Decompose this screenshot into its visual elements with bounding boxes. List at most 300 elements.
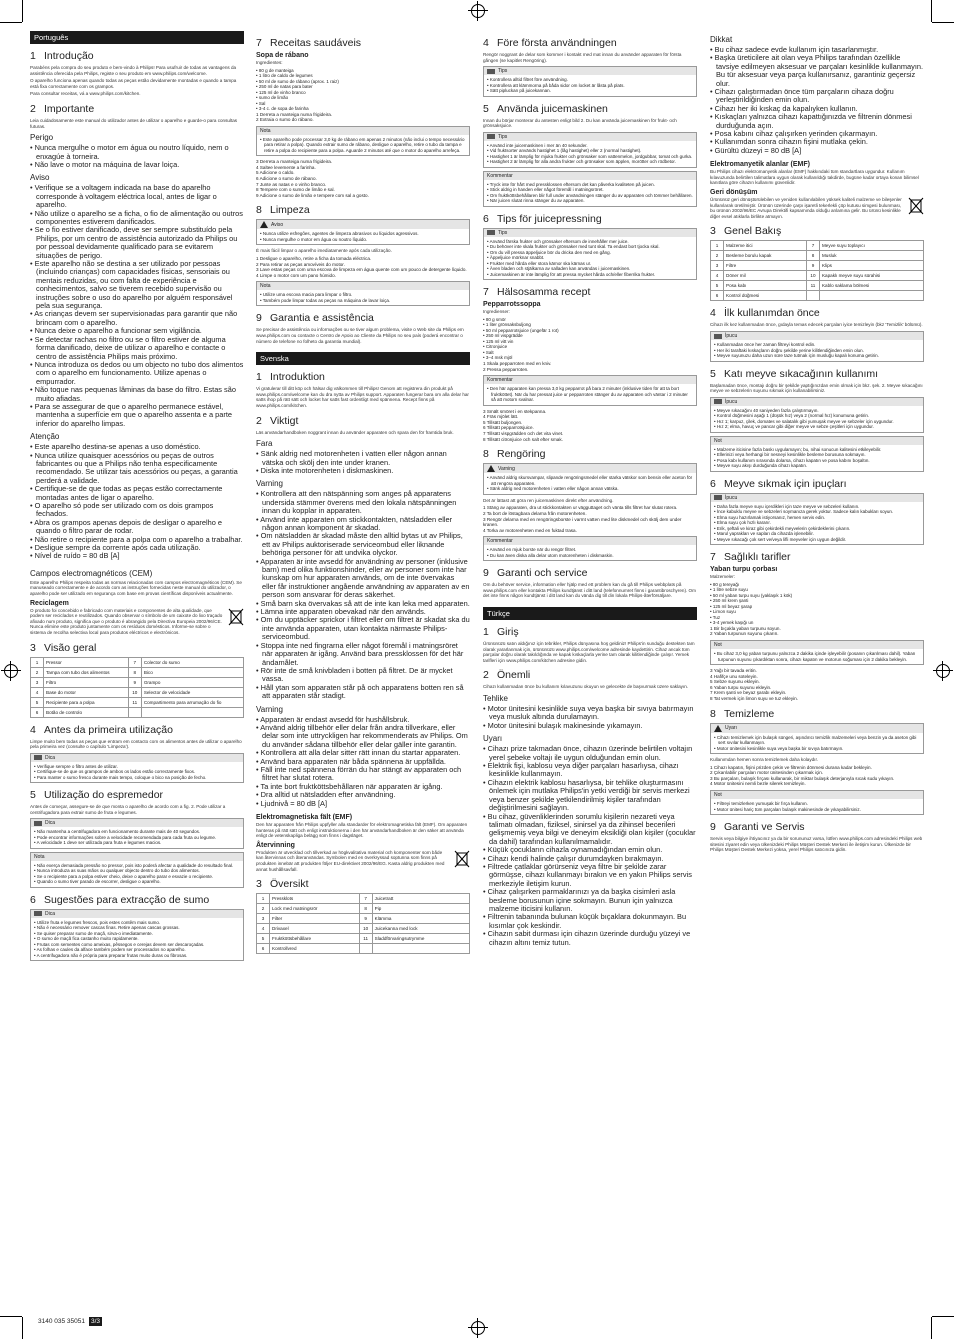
section-heading: 5 Katı meyve sıkacağının kullanımı [710, 367, 879, 380]
list-item: • Verifique se a voltagem indicada na base do aparelho corresponde à voltagem eléctrica local, antes de ligar o aparelho. [30, 184, 244, 209]
part-name: Meyve suyu toplayıcı [819, 241, 923, 251]
list-item: • Meyve suyu akışı durduğunda cihazı kapatın. [714, 463, 920, 469]
subheading-warning: Aviso [30, 173, 50, 183]
list-item: • Motor ünitesini bulaşık makinesinde yıkamayın. [483, 722, 697, 730]
section-heading: 3 Visão geral [30, 641, 97, 654]
list-item: • Ta inte bort fruktköttsbehållaren när apparaten är igång. [256, 783, 470, 791]
ingredient-list [710, 582, 924, 626]
registration-mark-right [936, 664, 950, 678]
list-item: • Este aparelho destina-se apenas a uso doméstico. [30, 443, 244, 451]
list-item: • Äppeljuice mörknar snabbt. [487, 255, 693, 261]
column-portuguese [30, 31, 244, 1295]
paragraph: Den här apparaten från Philips uppfyller alla standarder för elektromagnetiska fält (EMF). Om apparaten hanteras på rätt sätt och enligt instruktionerna i den här användarhandboken är den säker att använda enligt de vetenskapliga belägg som finns i dagsläget. [256, 822, 468, 839]
list-item: • Başka üreticilere ait olan veya Philips tarafından özellikle tavsiye edilmeyen aksesuar ve parçaları kesinlikle kullanmayın. Bu tür aksesuar veya parça kullanırsanız, garantiniz geçersiz olur. [710, 54, 924, 88]
list-item: • Håll ytan som apparaten står på och apparatens botten ren så att apparaten står stadigt. [256, 684, 470, 701]
list-item: • 50 ml de sumo de rábano (aprox. 1 raiz) [256, 79, 470, 85]
part-number: 2 [711, 251, 724, 261]
list-item: • Använd inte juicemaskinen i mer än 40 sekunder. [487, 143, 693, 149]
registration-mark-bottom [471, 1321, 485, 1335]
table-row [31, 667, 244, 677]
note-box: Nota • Este aparelho pode processar 3,0 kg de rábano em apenas 2 minutos (não inclui o tempo necessário para retirar a polpa). Quando extrair sumo de rábano, desligue o aparelho, retire o tubo da tampa e retire a polpa do recipiente para a polpa. Aguarde 2 minutos até que o motor do aparelho arrefeça. [256, 126, 470, 157]
step-list [483, 409, 697, 443]
tip-icon [34, 911, 42, 916]
list-item: • 125 ml beyaz şarap [710, 604, 924, 610]
list-item: • Cihazı çalıştırmadan önce tüm parçaların cihaza doğru yerleştirildiğinden emin olun. [710, 88, 924, 105]
list-item: • Erik, şeftali ve kiraz gibi çekirdekli meyvelerin çekirdeklerini çıkarın. [714, 526, 920, 532]
list-item: • Citronjuice [483, 344, 697, 350]
section-heading: 5 Utilização do espremedor [30, 789, 164, 802]
step-list [483, 361, 697, 372]
part-number: 10 [359, 924, 372, 934]
part-number: 9 [128, 677, 141, 687]
list-item: • Frutas com sementes como ameixas, pêssegos e cerejas devem ser descaroçadas. [34, 942, 240, 948]
paragraph: Cihazı ilk kez kullanmadan önce, gıdayla temas edecek parçaları iyice temizleyin (bkz 'Temizlik' bölümü). [710, 322, 923, 328]
note-box: Kommentar • Använd en mjuk borste när du rengör filtret. • Du kan även diska alla delar utom motorenheten i diskmaskin. [483, 536, 697, 561]
warning-box: Aviso • Nunca utilize esfregões, agentes de limpeza abrasivos ou líquidos agressivos. • Nunca mergulhe o motor em água ou noutro líquido. [256, 219, 470, 245]
list-item: • A centrifugadora não é própria para preparar frutas muito duras ou fibrosas. [34, 953, 240, 959]
list-item: 1 Cihazı kapatın, fişini prizden çekin ve filtrenin dönmesi durana kadar bekleyin. [710, 764, 872, 770]
list-item: • İnce kabuklu meyve ve sebzeleri soymanıza gerek yoktur. Sadece kalın kabukları soyun. [714, 509, 920, 515]
list-item: • 3-4 yemek kaşığı un [710, 620, 924, 626]
table-row [31, 687, 244, 697]
list-item: • Juicemaskinen är inte lämplig för att pressa mycket hårda och/eller fiberrika frukter. [487, 272, 693, 278]
list-item: • Se detectar rachas no filtro ou se o filtro estiver de alguma forma danificado, deixe de utilizar o aparelho e contacte o centro de assistência Philips mais próximo. [30, 336, 244, 361]
list-item: • Her iki taraftaki kıskaçların doğru şekilde yerine kilitlendiğinden emin olun. [714, 348, 920, 354]
list-item: • Este aparelho pode processar 3,0 kg de rábano em apenas 2 minutos (não inclui o tempo necessário para retirar a polpa). Quando extrair sumo de rábano, desligue o aparelho, retire o tubo da tampa e retire a polpa do recipiente para a polpa. Aguarde 2 minutos até que o motor do aparelho arrefeça. [260, 137, 466, 154]
list-item: • 1 litro de caldo de legumes [256, 73, 470, 79]
table-row [711, 291, 924, 301]
part-name: Compartimento para arrumação do fio [141, 697, 243, 707]
language-header-tr: Türkçe [483, 607, 697, 620]
crop-mark-tr-v [931, 0, 932, 22]
paragraph: O aparelho funciona apenas quando todas as peças estão devidamente montadas e quando a tampa está fixa correctamente com os grampos. [30, 78, 237, 89]
crop-mark-br [932, 1316, 954, 1317]
list-item: 1 Bir bıçakla yaban turpunu soyun. [710, 625, 781, 631]
step-list [256, 112, 470, 123]
bullet-list [30, 144, 244, 169]
list-item: • Bu cihaz, güvenliklerinden sorumlu kişilerin nezareti veya talimatı olmadan, fiziksel, sinirsel ya da zihinsel becerileri gelişmemiş veya bilgi ve deneyim eksikliği olan kişiler (çocuklar da dahil) tarafından kullanılmamalıdır. [483, 813, 697, 847]
list-item: • 250 ml de natas para bater [256, 84, 470, 90]
part-number [359, 944, 372, 954]
language-header-sv: Svenska [256, 352, 470, 365]
list-item: • Filtreyi temizlerken yumuşak bir fırça kullanın. [714, 801, 920, 807]
crop-mark-bl [0, 1316, 22, 1317]
list-item: • Du kan även diska alla delar utom motorenheten i diskmaskin. [487, 553, 693, 559]
paragraph: Läs användarhandboken noggrant innan du använder apparaten och spara den för framtida bruk. [256, 429, 454, 435]
section-heading: 7 Receitas saudáveis [256, 37, 362, 49]
column-2 [256, 31, 470, 1295]
warning-box: Uyarı • Cihazı temizlemek için bulaşık süngeri, aşındırıcı temizlik malzemeleri veya benzin ya da aseton gibi sert sıvılar kullanmayın. • Motor ünitesini kesinlikle suya veya başka bir sıvıya batırmayın. [710, 723, 924, 755]
section-heading: 6 Meyve sıkmak için ipuçları [710, 477, 847, 490]
list-item: • 80 g tereyağı [710, 582, 924, 588]
bullet-list [30, 443, 244, 561]
section-heading: 2 Importante [30, 102, 95, 115]
list-item: • Hız 2; elma, havuç ve pancar gibi diğer meyve ve sebze çeşitleri için uygundur. [714, 424, 920, 430]
part-name: Juicekanna med lock [372, 924, 469, 934]
list-item: 4 Hafifçe unu soteleyin. [710, 673, 758, 679]
part-name: Klämma [372, 914, 469, 924]
part-number: 7 [359, 894, 372, 904]
list-item: • Malzeme iticisine fazla baskı uygulamayın; bu, nihai sonucun kalitesini etkileyebilir. [714, 447, 920, 453]
part-number [806, 291, 819, 301]
paragraph: Se precisar de assistência ou informações ou se tiver algum problema, visite o Web site da Philips em www.philips.com ou contacte o Centro de Apoio ao Cliente da Philips no seu país (poderá encontrar o número de telefone no folheto da garantia mundial). [256, 327, 464, 344]
part-number: 4 [257, 924, 270, 934]
list-item: 2 Pressa pepparroten. [483, 366, 529, 372]
tip-icon [34, 755, 42, 760]
overview-table [256, 893, 470, 954]
document-footer [38, 1318, 102, 1325]
table-row [257, 944, 470, 954]
list-item: • Pode encontrar informações sobre a velocidade recomendada para cada fruta ou legume. [34, 835, 240, 841]
part-number: 8 [359, 904, 372, 914]
paragraph: Om du behöver service, information eller hjälp med ett problem kan du gå till Philips webbplats på www.philips.com eller kontakta Philips kundtjänst i ditt land (telefonnumret finns i garantibroschyren). Om det inte finns någon kundtjänst i ditt land kan du vända dig till din lokala Philips-återförsäljare. [483, 582, 696, 599]
recipe-title: Pepparrotssoppa [483, 301, 541, 309]
step-list [483, 505, 697, 533]
ingredients-label: Ingredienser: [483, 309, 510, 315]
paragraph: Kullanımdan hemen sonra temizlemek daha kolaydır. [710, 757, 819, 763]
list-item: • Ljudnivå = 80 dB [A] [256, 800, 470, 808]
list-item: • När juicen slutat rinna stänger du av apparaten. [487, 198, 693, 204]
list-item: • Kontrollera att klämmorna på båda sidor om locket är låsta på plats. [487, 83, 693, 89]
list-item: 3 Smält smöret i en stekpanna. [483, 408, 547, 414]
section-heading: 4 Före första användningen [483, 37, 617, 49]
list-item: • Gürültü düzeyi = 80 dB [A] [710, 147, 924, 155]
list-item: • Nunca introduza os dedos ou um objecto no tubo dos alimentos com o aparelho em funcionamento. Utilize apenas o empurrador. [30, 361, 244, 386]
part-number: 3 [257, 914, 270, 924]
list-item: • Hız 1; karpuz, çilek, domates ve salatalık gibi yumuşak meyve ve sebzeler için uygundur. [714, 419, 920, 425]
step-list [256, 256, 470, 278]
tip-icon [487, 230, 495, 235]
step-list [710, 626, 924, 637]
list-item: • Posa kabını cihaz çalışırken yerinden çıkarmayın. [710, 130, 924, 138]
paragraph: Leia cuidadosamente este manual do utilizador antes de utilizar o aparelho e guarde-o para consultas futuras. [30, 117, 238, 129]
note-box: Not • Bu cihaz 3,0 kg yaban turpunu yalnızca 2 dakika içinde işleyebilir (posanın çıkarılması dahil). Yaban turpunun suyunu çıkardıktan sonra, cihazı kapatın ve motorun soğuması için 2 dakika bekleyin. [710, 640, 924, 665]
list-item: • 1 litre sebze suyu [710, 587, 924, 593]
part-number: 5 [31, 697, 44, 707]
part-name: Besleme borulu kapak [724, 251, 807, 261]
bullet-list [483, 705, 697, 730]
subheading-caution: Dikkat [710, 35, 733, 44]
part-name: Pressor [44, 657, 129, 667]
list-item: • Kontrol düğmesini aşağı 1 (düşük hız) veya 2 (normal hız) konumuna getirin. [714, 413, 920, 419]
list-item: 2 Extraia o sumo do rábano. [256, 117, 314, 123]
section-heading: 9 Garanti ve Servis [710, 821, 805, 834]
list-item: • Cihaz çalışırken parmaklarınızı ya da başka cisimleri asla besleme borusunun içine sokmayın. Bunun için yalnızca malzeme iticisini kullanın. [483, 888, 697, 913]
list-item: 7 Junte as natas e o vinho branco. [256, 181, 327, 187]
list-item: • Kullanmadan önce her zaman filtreyi kontrol edin. [714, 342, 920, 348]
list-item: • Marul yaprakları ve sapları da cihazda işlenebilir. [714, 531, 920, 537]
list-item: • Cihazı prize takmadan önce, cihazın üzerinde belirtilen voltajın yerel şebeke voltajı ile uygun olduğundan emin olun. [483, 745, 697, 762]
part-number: 1 [711, 241, 724, 251]
list-item: • Sänk aldrig ned motorenheten i vatten eller någon annan vätska och skölj den inte under kranen. [256, 450, 470, 467]
tip-box: Tips • Använd färska frukter och grönsaker eftersom de innehåller mer juice. • Du behöver inte skala frukter och grönsaker med tunt skal. Ta endast bort tjocka skal. • Om du vill pressa äppeljuice bör du dricka den med en gång. • Äppeljuice mörknar snabbt. • Frukter med hårda eller stora kärnor ska kärnas ur. • Även bladen och stjälkarna av salladen kan användas i juicemaskinen. • Juicemaskinen är inte lämplig för att pressa mycket hårda och/eller fiberrika frukter. [483, 228, 697, 281]
list-item: • Limon suyu [710, 609, 924, 615]
list-item: 8 Tillsätt citronjuice och salt efter smak. [483, 436, 563, 442]
list-item: 6 Yaban turpu suyunu ekleyin. [710, 684, 772, 690]
step-list [256, 159, 470, 198]
list-item: • Desligue sempre da corrente após cada utilização. [30, 544, 244, 552]
list-item: • Nunca deixe o aparelho a funcionar sem vigilância. [30, 327, 244, 335]
part-name: Pip [372, 904, 469, 914]
list-item: • Quando o sumo tiver parado de escorrer, desligue o aparelho. [34, 879, 240, 885]
part-name: Colector do sumo [141, 657, 243, 667]
part-number: 5 [257, 934, 270, 944]
note-box: Nota • Utilize uma escova macia para limpar o filtro. • Também pode limpar todas as peças na máquina de lavar loiça. [256, 281, 470, 306]
list-item: 2 Yaban turpunun suyunu çıkarın. [710, 631, 779, 637]
list-item: • Tuz [710, 615, 924, 621]
list-item: • Não exerça demasiada pressão no pressor, pois isto poderá afectar a qualidade do resultado final. [34, 863, 240, 869]
bullet-list [30, 184, 244, 428]
paragraph: Cihazı kullanmadan önce bu kullanım kılavuzunu okuyun ve gelecekte de başvurmak üzere saklayın. [483, 684, 689, 690]
list-item: • Meyve sıkacağını 40 saniyeden fazla çalıştırmayın. [714, 408, 920, 414]
list-item: • Kontrollera alltid filtret före användning. [487, 77, 693, 83]
crop-mark-tl [0, 22, 22, 23]
list-item: • Elma suyu hazırlamak istiyorsanız, hemen servis edin. [714, 515, 920, 521]
tip-box: Dica • Verifique sempre o filtro antes de utilizar. • Certifique-se de que os grampos de ambos os lados estão correctamente fixos. • Para manter o sumo fresco durante mais tempo, coloque o bico na posição de fecho. [30, 753, 244, 784]
list-item: 1 Skala pepparroten med en kniv. [483, 360, 552, 366]
list-item: • Não é necessário remover cascas finas. Retire apenas cascas grossas. [34, 925, 240, 931]
bullet-list [256, 716, 470, 808]
section-heading: 5 Använda juicemaskinen [483, 102, 608, 115]
list-item: • Apparaten är endast avsedd för hushållsbruk. [256, 716, 470, 724]
list-item: • Använd aldrig tillbehör eller delar från andra tillverkare, eller delar som inte uttryckligen har rekommenderats av Philips. Om du använder sådana tillbehör eller delar gäller inte garantin. [256, 724, 470, 749]
section-heading: 9 Garanti och service [483, 567, 588, 580]
paragraph: Antes de começar, assegure-se de que monta o aparelho de acordo com a fig. 2. Pode utilizar a centrifugadora para extrair sumo de fruta e legumes. [30, 804, 226, 815]
list-item: • Bu cihaz sadece evde kullanım için tasarlanmıştır. [710, 46, 924, 54]
list-item: • Utilize uma escova macia para limpar o filtro. [260, 292, 466, 298]
section-heading: 1 Introduktion [256, 371, 325, 384]
column-4 [710, 31, 924, 1295]
list-item: • Kıskaçları yalnızca cihazı kapattığınızda ve filtrenin dönmesi durduğunda açın. [710, 113, 924, 130]
crop-mark-tl-v [22, 0, 23, 22]
overview-table [710, 240, 924, 301]
subheading-warning: Varning [256, 479, 283, 489]
part-name: Malzeme itici [724, 241, 807, 251]
part-number: 2 [31, 667, 44, 677]
list-item: • 80 g smör [483, 317, 697, 323]
list-item: 1 Derreta a manteiga numa frigideira. [256, 111, 333, 117]
list-item: • Sal [256, 101, 470, 107]
paragraph: Ürününüzü satın aldığınız için tebrikler, Philips dünyasına hoş geldiniz! Philips'in sunduğu destekten tam olarak yararlanmak için, ürününüzü www.philips.com/welcome adresinde kaydettirin. Cihaz ancak tüm parçalar doğru olarak takıldığında ve kapak kıskaçlarla yerine tam olarak kilitlendiğinde çalışır. Yemek tarifleri için www.philips.com/kitchen adresine gidin. [483, 641, 695, 663]
list-item: • Om fruktköttsbehållaren blir full under användningen stänger du av apparaten och tömmer behållaren. [487, 193, 693, 199]
list-item: • Diska inte motorenheten i diskmaskinen. [256, 467, 470, 475]
note-box: Not • Malzeme iticisine fazla baskı uygulamayın; bu, nihai sonucun kalitesini etkileyebilir. • Ellerinizi veya herhangi bir nesneyi kesinlikle besleme borusuna sokmayın. • Posa kabı kullanım sırasında dolarsa, cihazı kapatın ve posa kabını boşaltın. • Meyve suyu akışı durduğunda cihazı kapatın. [710, 436, 924, 472]
note-box: Kommentar • Tryck inte för hårt med pressklossen eftersom det kan påverka kvaliteten på juicen. • Stick aldrig in handen eller något föremål i matningsröret. • Om fruktköttsbehållaren blir full under användningen stänger du av apparaten och tömmer behållaren. • När juicen slutat rinna stänger du av apparaten. [483, 171, 697, 207]
part-number: 6 [257, 944, 270, 954]
list-item: 1 Stäng av apparaten, dra ut stickkontakten ur vägguttaget och vänta tills filtret har slutat rotera. [483, 505, 678, 511]
part-name: Musluk [819, 251, 923, 261]
bullet-list [256, 450, 470, 475]
section-heading: 4 Antes da primeira utilização [30, 723, 173, 736]
list-item: • Tryck inte för hårt med pressklossen eftersom det kan påverka kvaliteten på juicen. [487, 182, 693, 188]
list-item: • Salt [483, 350, 697, 356]
list-item: 3 Derreta a manteiga numa frigideira. [256, 159, 333, 165]
part-number: 4 [711, 271, 724, 281]
section-heading: 1 Introdução [30, 50, 94, 62]
list-item: 3 Lave estas peças com uma escova de limpeza em água quente com um pouco de detergente líquido. [256, 267, 467, 273]
paragraph: O produto foi concebido e fabricado com materiais e componentes de alta qualidade, que podem ser reciclados e reutilizados. Quando observar o símbolo de um caixote do lixo traçado afixado num produto, significa que o produto é abrangido pela Directiva Europeia 2002/96/CE. Nunca elimine este produto juntamente com os resíduos domésticos. Informe-se sobre o sistema de recolha selectiva local para produtos eléctricos e electrónicos. [30, 607, 223, 635]
subheading-caution: Atenção [30, 432, 60, 442]
paragraph: Parabéns pela compra do seu produto e bem-vindo à Philips! Para usufruir de todas as vantagens da assistência oferecida pela Philips, registe o seu produto em www.philips.com/welcome. [30, 65, 237, 76]
list-item: • 3–4 msk mjöl [483, 355, 697, 361]
list-item: • Elektrik fişi, kablosu veya diğer parçaları hasarlıysa, cihazı kesinlikle kullanmayın. [483, 762, 697, 779]
part-name: Drivaxel [270, 924, 360, 934]
list-item: • Du behöver inte skala frukter och grönsaker med tunt skal. Ta endast bort tjocka skal. [487, 244, 693, 250]
paragraph: Limpe muito bem todas as peças que entram em contacto com os alimentos antes de utilizar o aparelho pela primeira vez (consulte o capítulo 'Limpeza'). [30, 738, 242, 750]
list-item: • Cihazın elektrik kablosu hasarlıysa, bir tehlike oluşturmasını önlemek için mutlaka Philips'in yetki verdiği bir servis merkezi veya benzer şekilde yetkilendirilmiş kişiler tarafından değiştirilmesini sağlayın. [483, 779, 697, 813]
list-item: • Fäll inte ned spännena förrän du har stängt av apparaten och filtret har slutat rotera. [256, 766, 470, 783]
list-item: • Motor ünitesini kesinlikle suya veya başka bir sıvıya batırmayın. [714, 746, 920, 752]
part-name: Base do motor [44, 687, 129, 697]
part-number: 11 [359, 934, 372, 944]
subheading-caution: Varning [256, 704, 283, 714]
subheading-danger: Tehlike [483, 694, 508, 704]
list-item: • 250 ml krem şanti [710, 598, 924, 604]
subheading-recycling: Reciclagem [30, 599, 69, 607]
list-item: • Om du upptäcker sprickor i filtret eller om filtret är skadat ska du inte använda apparaten, utan kontakta närmaste Philips-serviceombud. [256, 616, 470, 641]
table-row [711, 241, 924, 251]
section-heading: 2 Önemli [483, 669, 531, 682]
crop-mark-br-v [931, 1317, 932, 1339]
table-row [31, 697, 244, 707]
list-item: • Små barn ska övervakas så att de inte kan leka med apparaten. [256, 600, 470, 608]
list-item: • Om du vill pressa äppeljuice bör du dricka den med en gång. [487, 250, 693, 256]
section-heading: 8 Limpeza [256, 204, 310, 217]
list-item: • Sänk aldrig ned motorenheten i vatten eller någon annan vätska. [487, 486, 693, 492]
list-item: • Använd färska frukter och grönsaker eftersom de innehåller mer juice. [487, 239, 693, 245]
subheading-emf: Elektromagnetiska fält (EMF) [256, 814, 353, 821]
list-item: • 250 ml vispgrädde [483, 333, 697, 339]
list-item: • Verifique sempre o filtro antes de utilizar. [34, 764, 240, 770]
list-item: • Para manter o sumo fresco durante mais tempo, coloque o bico na posição de fecho. [34, 775, 240, 781]
part-name: Posa kabı [724, 281, 807, 291]
section-heading: 6 Tips för juicepressning [483, 212, 602, 225]
list-item: • Certifique-se de que todas as peças estão correctamente montadas antes de ligar o aparelho. [30, 485, 244, 502]
list-item: • Elma suyu çok hızlı kararır. [714, 520, 920, 526]
paragraph: Bu Philips cihazı elektromanyetik alanlar (EMF) hakkındaki tüm standartlara uygundur. Kullanım kılavuzunda belirtilen talimatlara uygun olarak kullanıldığı takdirde, bugüne kadar ortaya konan bilimsel kanıtlara göre cihazın kullanımı güvenlidir. [710, 169, 919, 186]
table-row [31, 677, 244, 687]
list-item: • Använd aldrig skursvampar, slipande rengöringsmedel eller starka vätskor som bensin eller aceton för att rengöra apparaten. [487, 475, 693, 486]
ingredients-label: Ingredientes: [256, 60, 283, 65]
list-item: • Também pode limpar todas as peças na máquina de lavar loiça. [260, 298, 466, 304]
list-item: • Se o fio estiver danificado, deve ser sempre substituído pela Philips, por um centro de assistência autorizado da Philips ou por pessoal devidamente qualificado para se evitarem situações de perigo. [30, 226, 244, 260]
weee-bin-icon [454, 850, 470, 868]
part-number: 10 [806, 271, 819, 281]
list-item: 2 Ta bort de löstagbara delarna från motorenheten. [483, 510, 587, 516]
overview-table [30, 657, 244, 718]
weee-bin-icon [228, 608, 244, 626]
list-item: • 125 ml de vinho branco [256, 90, 470, 96]
paragraph: Para consultar receitas, vá a www.philips.com/kitchen. [30, 91, 141, 97]
column-3 [483, 31, 697, 1295]
part-name: Klips [819, 261, 923, 271]
paragraph: Servis veya bilgiye ihtiyacınız ya da bir sorununuz varsa, lütfen www.philips.com adresindeki Philips web sitesini ziyaret edin veya ülkenizdeki Philips Müşteri Destek Merkezi ile iletişim kurun. Ülkenizde bir Philips Müşteri Destek Merkezi yoksa, yerel Philips satıcınıza gidin. [710, 836, 923, 853]
list-item: 3 Bu parçaları, bulaşık fırçası kullanarak, bir miktar bulaşık deterjanıyla sıcak sudu yıkayın. [710, 775, 895, 781]
ingredient-list [483, 317, 697, 361]
section-heading: 4 İlk kullanımdan önce [710, 307, 820, 320]
part-number [128, 707, 141, 717]
part-name: Kapaklı meyve suyu sürahisi [819, 271, 923, 281]
part-name: Lock med matningsrör [270, 904, 360, 914]
tip-icon [34, 821, 42, 826]
part-number: 8 [806, 251, 819, 261]
tip-box: İpucu • Meyve sıkacağını 40 saniyeden fazla çalıştırmayın. • Kontrol düğmesini aşağı 1 (düşük hız) veya 2 (normal hız) konumuna getirin. • Hız 1; karpuz, çilek, domates ve salatalık gibi yumuşak meyve ve sebzeler için uygundur. • Hız 2; elma, havuç ve pancar gibi diğer meyve ve sebze çeşitleri için uygundur. [710, 397, 924, 433]
list-item: • Bu cihaz 3,0 kg yaban turpunu yalnızca 2 dakika içinde işleyebilir (posanın çıkarılması dahil). Yaban turpunun suyunu çıkardıktan sonra, cihazı kapatın ve motorun soğuması için 2 dakika bekleyin. [714, 651, 920, 662]
part-name: Juicetratt [372, 894, 469, 904]
warning-box: Varning • Använd aldrig skursvampar, slipande rengöringsmedel eller starka vätskor som bensin eller aceton för att rengöra apparaten. • Sänk aldrig ned motorenheten i vatten eller någon annan vätska. [483, 463, 697, 495]
part-name: Kontrollvred [270, 944, 360, 954]
list-item: 7 Krem şanti ve beyaz şarabı ekleyin. [710, 690, 787, 696]
subheading-recycling: Återvinning [256, 841, 295, 849]
list-item: • Om nätsladden är skadad måste den alltid bytas ut av Philips, ett av Philips auktoriserade serviceombud eller liknande behöriga personer för att undvika olyckor. [256, 532, 470, 557]
list-item: • Vid fruktsorter används hastighet 1 (låg hastighet) eller 2 (normal hastighet). [487, 148, 693, 154]
list-item: • Apparaten är inte avsedd för användning av personer (inklusive barn) med olika funktionshinder, eller av personer som inte har kunskap om hur apparaten används, om de inte övervakas eller får instruktioner angående användning av apparaten av en person som ansvarar för deras säkerhet. [256, 558, 470, 600]
step-list [710, 668, 924, 702]
list-item: • Daha fazla meyve suyu içerdikleri için taze meyve ve sebzeleri kullanın. [714, 504, 920, 510]
tip-icon [714, 495, 722, 500]
list-item: • 80 g de manteiga [256, 68, 470, 74]
tip-box: Tips • Använd inte juicemaskinen i mer än 40 sekunder. • Vid fruktsorter används hastighet 1 (låg hastighet) eller 2 (normal hastighet). • Hastighet 1 är lämplig för mjuka frukter och grönsaker som vattenmelon, jordgubbar, tomat och gurka. • Hastighet 2 är lämplig för alla andra frukter och grönsaker som äpplen, morötter och rödbetor. [483, 132, 697, 168]
tip-icon [714, 399, 722, 404]
part-number: 4 [31, 687, 44, 697]
part-name: Filter [270, 914, 360, 924]
list-item: • Sätt pipluckan på juicekannan. [487, 88, 693, 94]
list-item: • Kontrollera att den nätspänning som anges på apparatens undersida stämmer överens med den lokala nätspänningen innan du kopplar in apparaten. [256, 490, 470, 515]
list-item: • Cihazı kendi halinde çalışır durumdayken bırakmayın. [483, 855, 697, 863]
part-number: 6 [31, 707, 44, 717]
list-item: 5 Tillsätt buljongen. [483, 419, 523, 425]
list-item: • Hastighet 2 är lämplig för alla andra frukter och grönsaker som äpplen, morötter och rödbetor. [487, 159, 693, 165]
document-code: 3140 035 35051 [38, 1318, 85, 1325]
list-item: • Küçük çocukların cihazla oynamadığından emin olun. [483, 846, 697, 854]
list-item: • Den här apparaten kan pressa 3,0 kg pepparrot på bara 2 minuter (inklusive tiden för att ta bort fruktköttet). När du har pressat juice ur pepparroten stänger du av apparaten och väntar i 2 minuter så att motorn svalnar. [487, 386, 693, 403]
list-item: • 50 ml yaban turpu suyu (yaklaşık 1 kök) [710, 593, 924, 599]
list-item: • Não mantenha a centrifugadora em funcionamento durante mais de 40 segundos. [34, 829, 240, 835]
part-number: 1 [257, 894, 270, 904]
part-name: Botão de controlo [44, 707, 129, 717]
section-heading: 3 Översikt [256, 878, 309, 891]
part-name: Kablo saklama bölmesi [819, 281, 923, 291]
table-row [711, 261, 924, 271]
list-item: • Este aparelho não se destina a ser utilizado por pessoas (incluindo crianças) com capacidades físicas, sensoriais ou mentais reduzidas, ou com falta de experiência e conhecimentos, salvo se tiverem recebido supervisão ou instruções sobre o uso do aparelho por alguém responsável pela sua segurança. [30, 260, 244, 310]
list-item: • Rör inte de små knivbladen i botten på filtret. De är mycket vassa. [256, 667, 470, 684]
list-item: • Nunca mergulhe o motor em água ou noutro líquido, nem o enxagúe à torneira. [30, 144, 244, 161]
paragraph: Det är lättast att göra ren juicemaskinen direkt efter användning. [483, 497, 614, 503]
list-item: • Nunca utilize esfregões, agentes de limpeza abrasivos ou líquidos agressivos. [260, 231, 466, 237]
note-box: Not • Filtreyi temizlerken yumuşak bir fırça kullanın. • Motor ünitesi hariç tüm parçaları bulaşık makinesinde de yıkayabilirsiniz. [710, 790, 924, 815]
table-row [257, 904, 470, 914]
section-heading: 6 Sugestões para extracção de sumo [30, 893, 210, 906]
table-row [711, 271, 924, 281]
part-number: 7 [128, 657, 141, 667]
paragraph: Vi gratulerar till ditt köp och hälsar dig välkommen till Philips! Genom att registrera din produkt på www.philips.com/welcome kan du dra nytta av Philips support. Apparaten fungerar bara om alla delar har satts ihop på rätt sätt och locket har satts fast ordentligt med spännena. Recept finns på www.philips.com/kitchen. [256, 386, 469, 408]
tip-box: İpucu • Daha fazla meyve suyu içerdikleri için taze meyve ve sebzeleri kullanın. • İnce kabuklu meyve ve sebzeleri soymanıza gerek yoktur. Sadece kalın kabukları soyun. • Elma suyu hazırlamak istiyorsanız, hemen servis edin. • Elma suyu çok hızlı kararır. • Erik, şeftali ve kiraz gibi çekirdekli meyvelerin çekirdeklerini çıkarın. • Marul yaprakları ve sapları da cihazda işlenebilir. • Meyve sıkacağı çok sert ve/veya lifli meyveler için uygun değildir. [710, 493, 924, 546]
table-row [257, 934, 470, 944]
part-number: 9 [806, 261, 819, 271]
section-heading: 2 Viktigt [256, 414, 299, 427]
part-number: 9 [359, 914, 372, 924]
part-name: Pressklots [270, 894, 360, 904]
section-heading: 9 Garantia e assistência [256, 312, 374, 325]
note-box: Kommentar • Den här apparaten kan pressa 3,0 kg pepparrot på bara 2 minuter (inklusive tiden för att ta bort fruktköttet). När du har pressat juice ur pepparroten stänger du av apparaten och väntar i 2 minuter så att motorn svalnar. [483, 375, 697, 406]
list-item: • sumo de limão [256, 95, 470, 101]
table-row [31, 657, 244, 667]
list-item: 4 Motor ünitesini nemli bezle silerek temizleyin. [710, 781, 806, 787]
list-item: • Cihazı temizlemek için bulaşık süngeri, aşındırıcı temizlik malzemeleri veya benzin ya da aseton gibi sert sıvılar kullanmayın. [714, 735, 920, 746]
list-item: • Filtrenin tabanında bulunan küçük bıçaklara dokunmayın. Bu kısımlar çok keskindir. [483, 913, 697, 930]
list-item: • Meyve sıkacağı çok sert ve/veya lifli meyveler için uygun değildir. [714, 537, 920, 543]
subheading-danger: Perigo [30, 133, 54, 143]
